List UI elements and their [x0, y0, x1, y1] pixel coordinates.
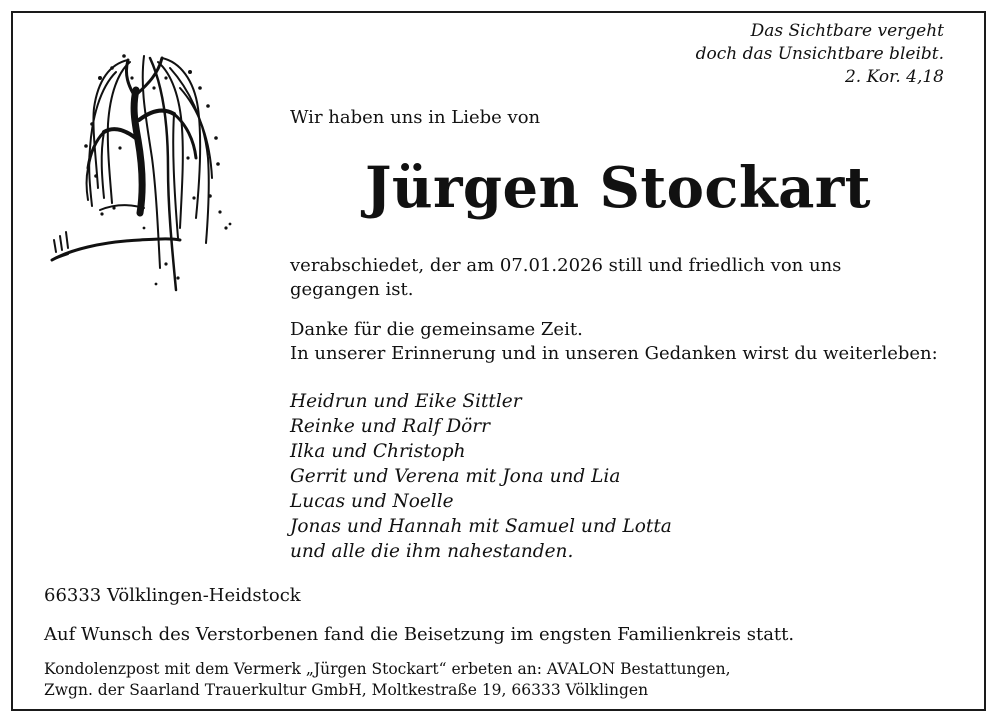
mourner-entry: Lucas und Noelle — [290, 491, 454, 512]
gratitude-line-1: Danke für die gemeinsame Zeit. — [290, 319, 583, 340]
mourner-entry: Gerrit und Verena mit Jona und Lia — [290, 466, 621, 487]
mourner-entry: Reinke und Ralf Dörr — [290, 416, 490, 437]
burial-note: Auf Wunsch des Verstorbenen fand die Beisetzung im engsten Familienkreis statt. — [44, 624, 795, 645]
condolence-info — [44, 659, 731, 701]
quote-reference: 2. Kor. 4,18 — [844, 67, 944, 87]
weeping-willow-icon — [40, 28, 240, 303]
deceased-name: Jürgen Stockart — [365, 155, 871, 221]
mourner-entry: Ilka und Christoph — [290, 441, 466, 462]
quote-line-1: Das Sichtbare vergeht — [750, 21, 944, 41]
mourner-entry: und alle die ihm nahestanden. — [290, 541, 574, 562]
intro-text: Wir haben uns in Liebe von — [290, 107, 541, 128]
condolence-line-1: Kondolenzpost mit dem Vermerk „Jürgen Stockart“ erbeten an: AVALON Bestattungen, — [44, 660, 731, 678]
bible-quote — [696, 20, 944, 89]
farewell-line-1: verabschiedet, der am 07.01.2026 still und friedlich von uns — [290, 255, 842, 276]
gratitude-line-2: In unserer Erinnerung und in unseren Gedanken wirst du weiterleben: — [290, 343, 938, 364]
farewell-text — [290, 254, 841, 302]
mourners-list — [290, 389, 672, 564]
mourner-entry: Heidrun und Eike Sittler — [290, 391, 522, 412]
condolence-line-2: Zwgn. der Saarland Trauerkultur GmbH, Moltkestraße 19, 66333 Völklingen — [44, 681, 649, 699]
quote-line-2: doch das Unsichtbare bleibt. — [695, 44, 944, 64]
place-line: 66333 Völklingen-Heidstock — [44, 585, 301, 606]
gratitude-text — [290, 318, 938, 366]
farewell-line-2: gegangen ist. — [290, 279, 414, 300]
mourner-entry: Jonas und Hannah mit Samuel und Lotta — [290, 516, 672, 537]
